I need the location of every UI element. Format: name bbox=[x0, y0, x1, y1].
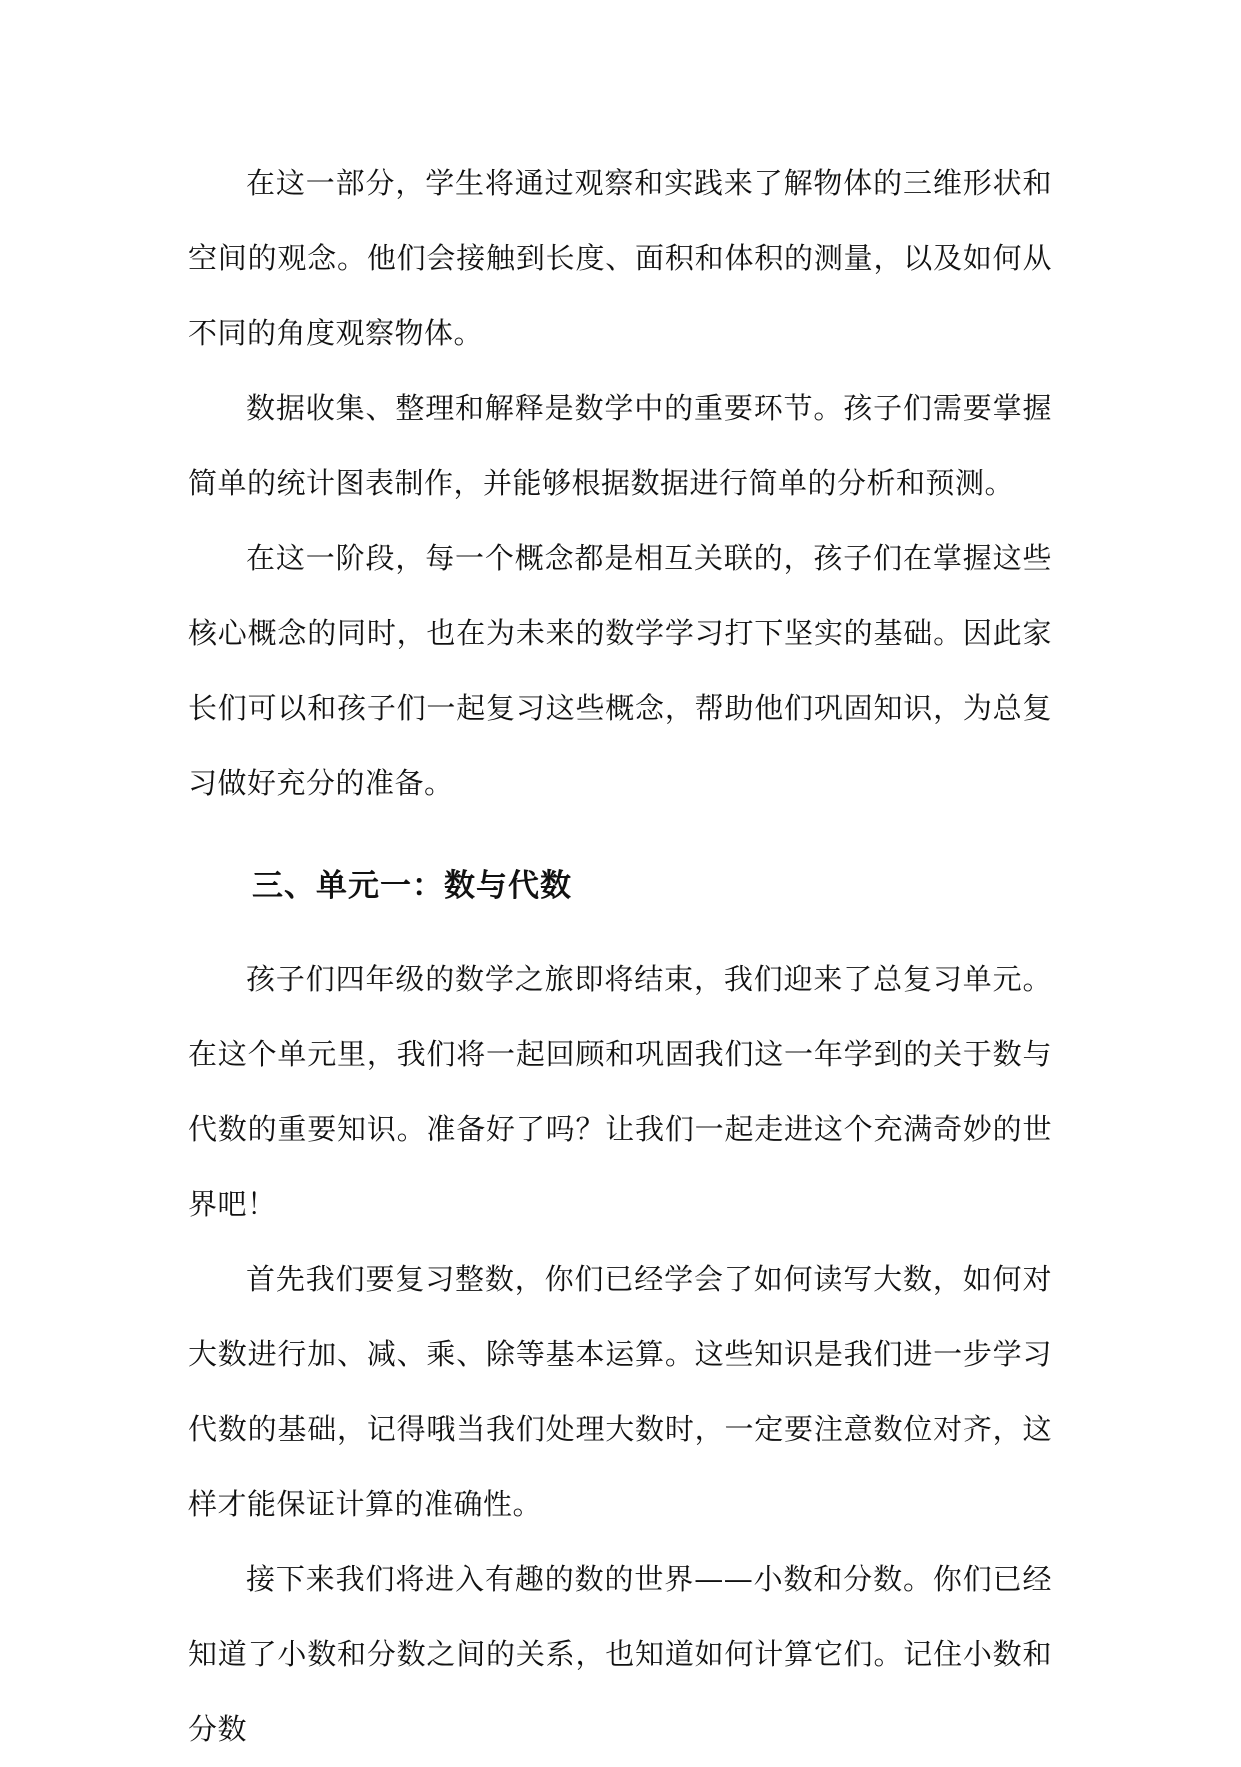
paragraph: 数据收集、整理和解释是数学中的重要环节。孩子们需要掌握简单的统计图表制作，并能够根据数据进行简单的分析和预测。 bbox=[188, 391, 1052, 500]
paragraph: 接下来我们将进入有趣的数的世界——小数和分数。你们已经知道了小数和分数之间的关系，也知道如何计算它们。记住小数和分数 bbox=[188, 1562, 1052, 1746]
paragraph: 在这一阶段，每一个概念都是相互关联的，孩子们在掌握这些核心概念的同时，也在为未来的数学学习打下坚实的基础。因此家长们可以和孩子们一起复习这些概念，帮助他们巩固知识，为总复习做好充分的准备。 bbox=[188, 541, 1052, 800]
section-heading: 三、单元一：数与代数 bbox=[252, 868, 572, 904]
paragraph: 在这一部分，学生将通过观察和实践来了解物体的三维形状和空间的观念。他们会接触到长度、面积和体积的测量，以及如何从不同的角度观察物体。 bbox=[188, 166, 1052, 350]
document-body bbox=[188, 146, 1052, 1767]
paragraph: 孩子们四年级的数学之旅即将结束，我们迎来了总复习单元。在这个单元里，我们将一起回顾和巩固我们这一年学到的关于数与代数的重要知识。准备好了吗？让我们一起走进这个充满奇妙的世界吧！ bbox=[188, 962, 1052, 1221]
paragraph: 首先我们要复习整数，你们已经学会了如何读写大数，如何对大数进行加、减、乘、除等基本运算。这些知识是我们进一步学习代数的基础，记得哦当我们处理大数时，一定要注意数位对齐，这样才能保证计算的准确性。 bbox=[188, 1262, 1052, 1521]
